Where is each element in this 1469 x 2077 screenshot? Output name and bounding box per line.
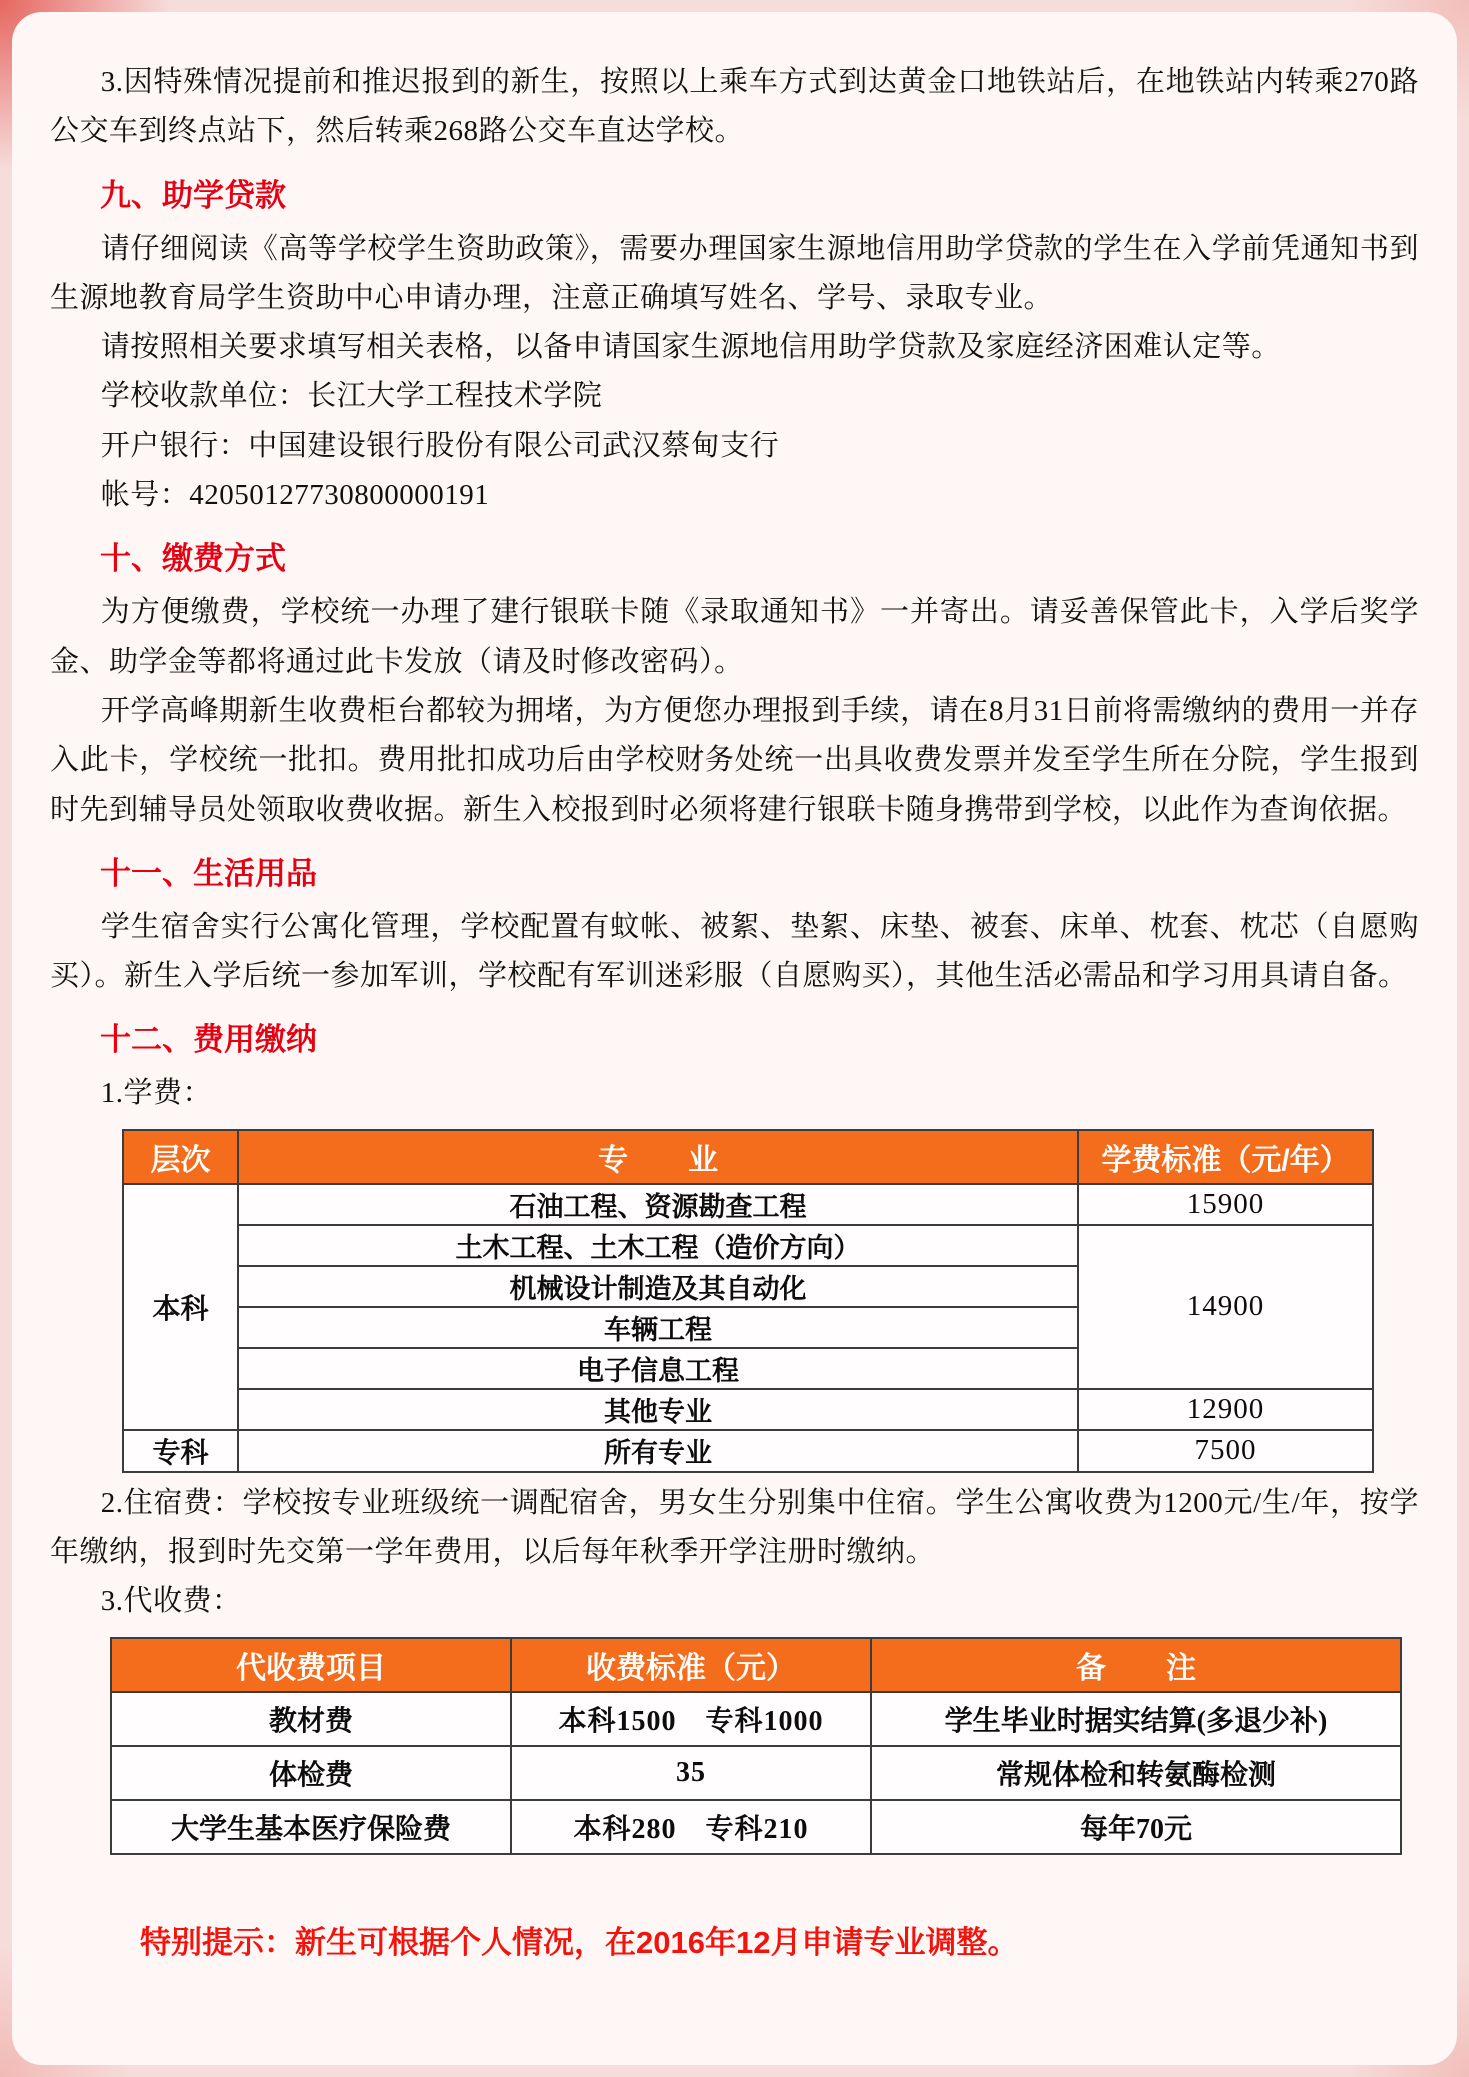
major-cell: 土木工程、土木工程（造价方向） [238,1225,1078,1266]
collect-fee-table [110,1637,1402,1855]
fee-cell: 12900 [1078,1389,1373,1430]
note-cell: 每年70元 [871,1800,1401,1854]
major-cell: 所有专业 [238,1430,1078,1472]
major-cell: 机械设计制造及其自动化 [238,1266,1078,1307]
bank-line: 开户银行：中国建设银行股份有限公司武汉蔡甸支行 [100,429,780,462]
item-cell: 教材费 [111,1692,511,1746]
tuition-table [122,1129,1374,1473]
section-11-title: 十一、生活用品 [100,855,317,891]
collect-col-item: 代收费项目 [111,1638,511,1692]
note-cell: 常规体检和转氨酶检测 [871,1746,1401,1800]
table-row [123,1184,1373,1225]
tuition-label: 1.学费： [100,1077,213,1110]
table-row [111,1746,1401,1800]
item-cell: 体检费 [111,1746,511,1800]
section-10-title: 十、缴费方式 [100,541,286,577]
special-notice: 特别提示：新生可根据个人情况，在2016年12月申请专业调整。 [140,1924,1019,1960]
level-specialty-cell: 专科 [123,1430,238,1472]
major-cell: 电子信息工程 [238,1348,1078,1389]
table-row [123,1225,1373,1266]
collect-col-standard: 收费标准（元） [511,1638,871,1692]
table-row [123,1389,1373,1430]
major-cell: 其他专业 [238,1389,1078,1430]
collect-col-note: 备 注 [871,1638,1401,1692]
collect-header-row [111,1638,1401,1692]
fee-cell: 15900 [1078,1184,1373,1225]
table-row [123,1430,1373,1472]
document-page [12,12,1457,2065]
table-row [111,1692,1401,1746]
section-9-title: 九、助学贷款 [100,177,286,213]
section-10-para-2: 开学高峰期新生收费柜台都较为拥堵，为方便您办理报到手续，请在8月31日前将需缴纳的费用一并存入此卡，学校统一批扣。费用批扣成功后由学校财务处统一出具收费发票并发至学生所在分院，学生报到时先到辅导员处领取收费收据。新生入校报到时必须将建行银联卡随身携带到学校，以此作为查询依据。 [50,694,1419,826]
tuition-col-level: 层次 [123,1130,238,1184]
major-cell: 车辆工程 [238,1307,1078,1348]
fee-cell-merged: 14900 [1078,1225,1373,1389]
payee-line: 学校收款单位：长江大学工程技术学院 [100,380,603,413]
collect-fee-label: 3.代收费： [100,1585,242,1618]
account-number-line: 帐号：42050127730800000191 [100,479,490,512]
tuition-col-fee: 学费标准（元/年） [1078,1130,1373,1184]
major-cell: 石油工程、资源勘查工程 [238,1184,1078,1225]
note-cell: 学生毕业时据实结算(多退少补) [871,1692,1401,1746]
section-9-para-2: 请按照相关要求填写相关表格，以备申请国家生源地信用助学贷款及家庭经济困难认定等。 [100,331,1281,364]
section-10-para-1: 为方便缴费，学校统一办理了建行银联卡随《录取通知书》一并寄出。请妥善保管此卡，入学后奖学金、助学金等都将通过此卡发放（请及时修改密码）。 [50,596,1419,678]
section-9-para-1: 请仔细阅读《高等学校学生资助政策》，需要办理国家生源地信用助学贷款的学生在入学前凭通知书到生源地教育局学生资助中心申请办理，注意正确填写姓名、学号、录取专业。 [50,232,1419,314]
standard-cell: 本科1500 专科1000 [511,1692,871,1746]
standard-cell: 本科280 专科210 [511,1800,871,1854]
table-row [111,1800,1401,1854]
section-11-para-1: 学生宿舍实行公寓化管理，学校配置有蚊帐、被絮、垫絮、床垫、被套、床单、枕套、枕芯（自愿购买）。新生入学后统一参加军训，学校配有军训迷彩服（自愿购买），其他生活必需品和学习用具请自备。 [50,910,1419,993]
tuition-header-row [123,1130,1373,1184]
item-cell: 大学生基本医疗保险费 [111,1800,511,1854]
section-12-title: 十二、费用缴纳 [100,1022,317,1058]
accommodation-para: 2.住宿费：学校按专业班级统一调配宿舍，男女生分别集中住宿。学生公寓收费为1200元/生/年，按学年缴纳，报到时先交第一学年费用，以后每年秋季开学注册时缴纳。 [50,1486,1419,1569]
para-transport: 3.因特殊情况提前和推迟报到的新生，按照以上乘车方式到达黄金口地铁站后，在地铁站内转乘270路公交车到终点站下，然后转乘268路公交车直达学校。 [50,66,1419,148]
tuition-col-major: 专 业 [238,1130,1078,1184]
standard-cell: 35 [511,1746,871,1800]
fee-cell: 7500 [1078,1430,1373,1472]
level-undergraduate-cell: 本科 [123,1184,238,1430]
